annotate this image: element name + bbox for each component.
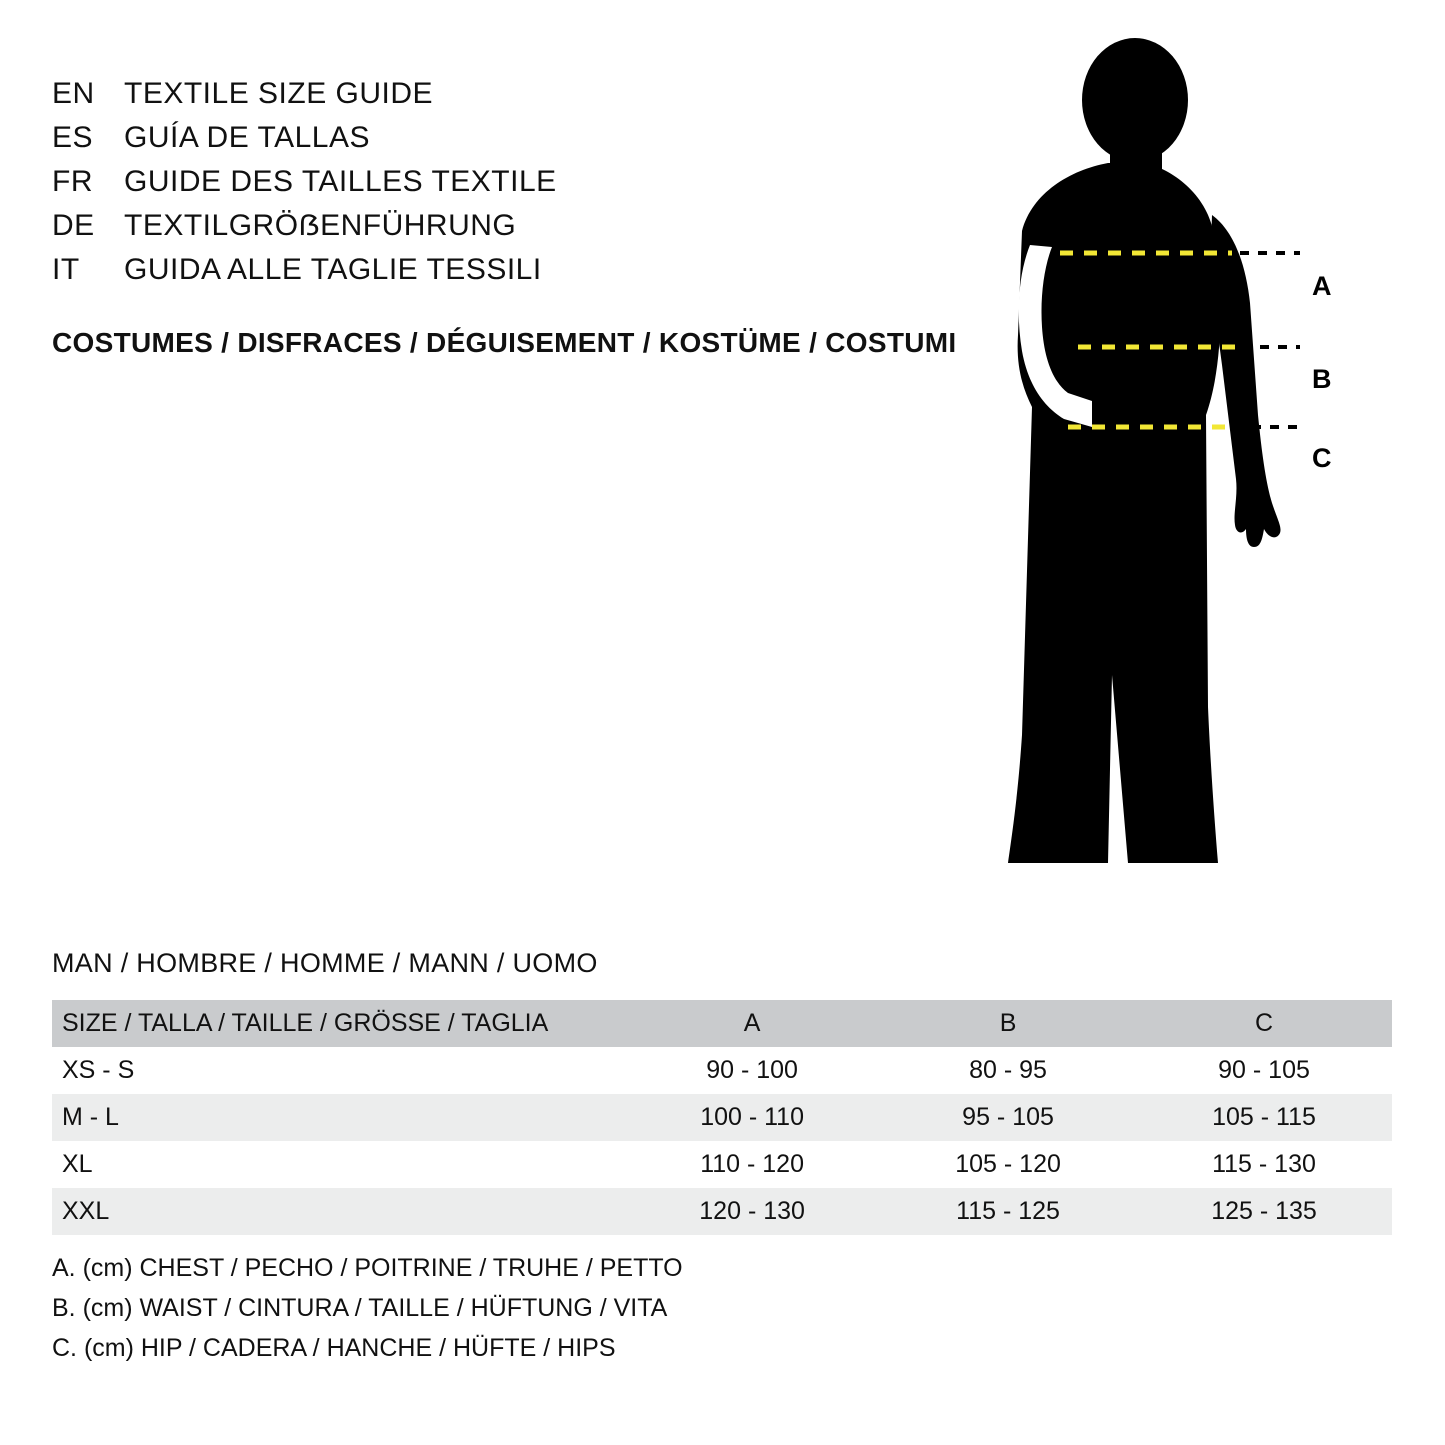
column-header-c: C bbox=[1254, 1009, 1274, 1037]
table-row bbox=[52, 1047, 1392, 1094]
cell-b: 95 - 105 bbox=[962, 1103, 1054, 1131]
cell-b: 115 - 125 bbox=[956, 1197, 1060, 1225]
column-header-size: SIZE / TALLA / TAILLE / GRÖSSE / TAGLIA bbox=[62, 1009, 549, 1037]
language-row bbox=[52, 160, 952, 204]
language-code: EN bbox=[52, 77, 95, 110]
cell-size: M - L bbox=[62, 1103, 119, 1131]
cell-a: 100 - 110 bbox=[700, 1103, 804, 1131]
legend-line-b: B. (cm) WAIST / CINTURA / TAILLE / HÜFTUNG / VITA bbox=[52, 1294, 668, 1322]
cell-size: XS - S bbox=[62, 1056, 135, 1084]
table-header-row bbox=[52, 1000, 1392, 1047]
size-table bbox=[52, 1000, 1392, 1235]
table-header bbox=[52, 1000, 1392, 1047]
language-text: GUIDA ALLE TAGLIE TESSILI bbox=[124, 253, 542, 286]
language-code: IT bbox=[52, 253, 80, 286]
legend-line-a: A. (cm) CHEST / PECHO / POITRINE / TRUHE / PETTO bbox=[52, 1254, 683, 1282]
language-list bbox=[52, 72, 952, 292]
table-row bbox=[52, 1141, 1392, 1188]
language-text: GUÍA DE TALLAS bbox=[124, 121, 370, 154]
cell-c: 105 - 115 bbox=[1212, 1103, 1316, 1131]
table-row bbox=[52, 1188, 1392, 1235]
language-row bbox=[52, 204, 952, 248]
table-title: MAN / HOMBRE / HOMME / MANN / UOMO bbox=[52, 948, 598, 978]
measure-label-c: C bbox=[1312, 443, 1332, 473]
language-code: FR bbox=[52, 165, 93, 198]
cell-a: 120 - 130 bbox=[699, 1197, 805, 1225]
measure-label-b: B bbox=[1312, 364, 1332, 394]
language-text: TEXTILGRÖẞENFÜHRUNG bbox=[124, 209, 517, 242]
category-title: COSTUMES / DISFRACES / DÉGUISEMENT / KOSTÜME / COSTUMI bbox=[52, 327, 957, 358]
legend-line-c: C. (cm) HIP / CADERA / HANCHE / HÜFTE / HIPS bbox=[52, 1334, 616, 1362]
language-code: ES bbox=[52, 121, 94, 154]
cell-a: 90 - 100 bbox=[706, 1056, 798, 1084]
table-body bbox=[52, 1047, 1392, 1235]
cell-a: 110 - 120 bbox=[700, 1150, 804, 1178]
measurement-legend bbox=[52, 1248, 683, 1368]
language-text: GUIDE DES TAILLES TEXTILE bbox=[124, 165, 557, 198]
cell-b: 80 - 95 bbox=[969, 1056, 1047, 1084]
cell-b: 105 - 120 bbox=[955, 1150, 1061, 1178]
cell-size: XXL bbox=[62, 1197, 110, 1225]
cell-size: XL bbox=[62, 1150, 93, 1178]
language-row bbox=[52, 72, 952, 116]
table-row bbox=[52, 1094, 1392, 1141]
measure-label-a: A bbox=[1312, 271, 1332, 301]
cell-c: 115 - 130 bbox=[1212, 1150, 1316, 1178]
cell-c: 90 - 105 bbox=[1218, 1056, 1310, 1084]
language-code: DE bbox=[52, 209, 95, 242]
cell-c: 125 - 135 bbox=[1211, 1197, 1317, 1225]
language-text: TEXTILE SIZE GUIDE bbox=[124, 77, 434, 110]
language-row bbox=[52, 116, 952, 160]
column-header-b: B bbox=[999, 1009, 1017, 1037]
figure-illustration bbox=[960, 35, 1380, 895]
column-header-a: A bbox=[743, 1009, 761, 1037]
language-row bbox=[52, 248, 952, 292]
